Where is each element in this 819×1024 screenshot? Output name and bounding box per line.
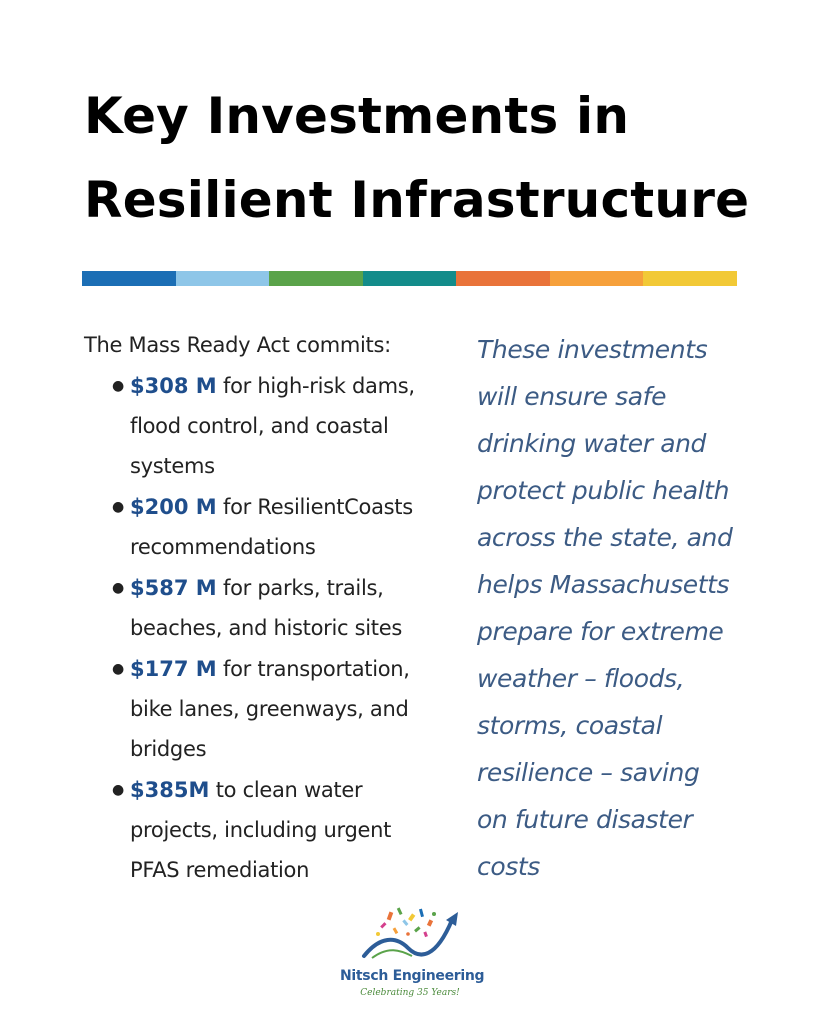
logo-tagline: Celebrating 35 Years! (360, 988, 460, 998)
bullet-icon: ● (112, 378, 124, 394)
item-text: bike lanes, greenways, and (130, 697, 409, 721)
nitsch-logo (340, 906, 485, 1006)
commitments-section (84, 325, 454, 890)
item-text: beaches, and historic sites (130, 616, 402, 640)
logo-icon (358, 906, 462, 970)
item-text: projects, including urgent (130, 818, 392, 842)
item-text: for high-risk dams, (216, 374, 415, 398)
list-item (84, 770, 454, 890)
quote-line: These investments (477, 335, 708, 364)
color-bar-segment (176, 271, 270, 286)
commitments-list (84, 366, 454, 890)
list-item (84, 487, 454, 567)
bullet-icon: ● (112, 580, 124, 596)
quote-line: on future disaster (477, 805, 693, 834)
title-line-2: Resilient Infrastructure (84, 171, 750, 229)
item-text: for parks, trails, (216, 576, 384, 600)
logo-name: Nitsch Engineering (340, 968, 485, 984)
quote-line: across the state, and (477, 523, 733, 552)
item-text: systems (130, 454, 215, 478)
quote-line: drinking water and (477, 429, 707, 458)
item-text: bridges (130, 737, 207, 761)
color-bar-segment (363, 271, 457, 286)
amount: $385M (130, 778, 210, 802)
intro-text: The Mass Ready Act commits: (84, 333, 391, 357)
color-bar-segment (550, 271, 644, 286)
quote-line: prepare for extreme (477, 617, 724, 646)
quote-line: storms, coastal (477, 711, 663, 740)
bullet-icon: ● (112, 499, 124, 515)
title-line-1: Key Investments in (84, 87, 630, 145)
item-text: PFAS remediation (130, 858, 310, 882)
quote-line: helps Massachusetts (477, 570, 730, 599)
color-bar-segment (643, 271, 737, 286)
quote-line: will ensure safe (477, 382, 667, 411)
color-bar-segment (269, 271, 363, 286)
color-bar-segment (82, 271, 176, 286)
item-text: to clean water (209, 778, 363, 802)
quote-block (477, 326, 777, 890)
amount: $587 M (130, 576, 217, 600)
color-bar (82, 271, 737, 286)
quote-line: protect public health (477, 476, 730, 505)
item-text: flood control, and coastal (130, 414, 389, 438)
color-bar-segment (456, 271, 550, 286)
bullet-icon: ● (112, 782, 124, 798)
amount: $200 M (130, 495, 217, 519)
item-text: for transportation, (216, 657, 410, 681)
page-title (84, 74, 784, 242)
quote-line: resilience – saving (477, 758, 700, 787)
amount: $308 M (130, 374, 217, 398)
item-text: for ResilientCoasts (216, 495, 413, 519)
item-text: recommendations (130, 535, 316, 559)
quote-line: weather – floods, (477, 664, 685, 693)
list-item (84, 366, 454, 486)
bullet-icon: ● (112, 661, 124, 677)
quote-line: costs (477, 852, 540, 881)
list-item (84, 649, 454, 769)
list-item (84, 568, 454, 648)
amount: $177 M (130, 657, 217, 681)
